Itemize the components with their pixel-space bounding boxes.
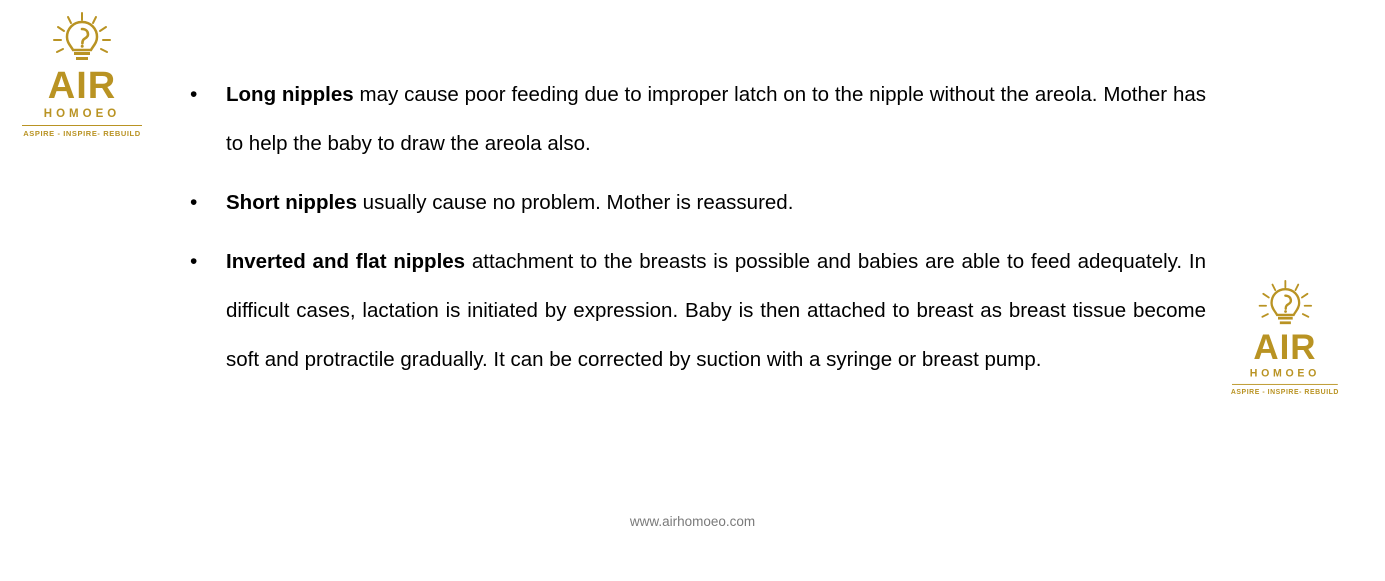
bullet-marker: • [190, 250, 198, 273]
logo-brand-text: AIR [47, 65, 117, 107]
list-item-rest: attachment to the breasts is possible and babies are able to feed adequately. In difficult cases, lactation is initiated by expression. Baby is then attached to breast as breast tissue become soft and protractile gradually. It can be corrected by suction with a syringe or breast pump. [226, 250, 1206, 371]
list-item-text [226, 178, 1206, 227]
lightbulb-icon [1256, 280, 1313, 328]
bullet-marker: • [190, 83, 198, 106]
slide-body [186, 70, 1206, 394]
brand-logo-right [1232, 280, 1338, 395]
logo-subbrand-text: HOMOEO [43, 108, 121, 120]
logo-brand-text: AIR [1253, 328, 1317, 368]
list-item-lead: Long nipples [226, 83, 354, 106]
logo-subbrand-text: HOMOEO [1249, 368, 1321, 380]
brand-logo-top-left [22, 12, 142, 137]
list-item-lead: Short nipples [226, 191, 357, 214]
footer-website: www.airhomoeo.com [629, 514, 756, 529]
list-item-text [226, 237, 1206, 384]
lightbulb-icon [51, 12, 113, 64]
logo-tagline: ASPIRE - INSPIRE- REBUILD [1230, 387, 1339, 396]
list-item [186, 178, 1206, 227]
list-item-rest: may cause poor feeding due to improper latch on to the nipple without the areola. Mother has to help the baby to draw the areola also. [226, 83, 1207, 155]
list-item-text [226, 70, 1206, 168]
list-item-lead: Inverted and flat nipples [226, 250, 466, 273]
logo-divider [1232, 384, 1338, 385]
list-item [186, 70, 1206, 168]
list-item [186, 237, 1206, 384]
logo-divider [22, 125, 142, 126]
logo-tagline: ASPIRE - INSPIRE- REBUILD [23, 128, 141, 138]
list-item-rest: usually cause no problem. Mother is reassured. [356, 191, 794, 214]
bullet-marker: • [190, 191, 198, 214]
